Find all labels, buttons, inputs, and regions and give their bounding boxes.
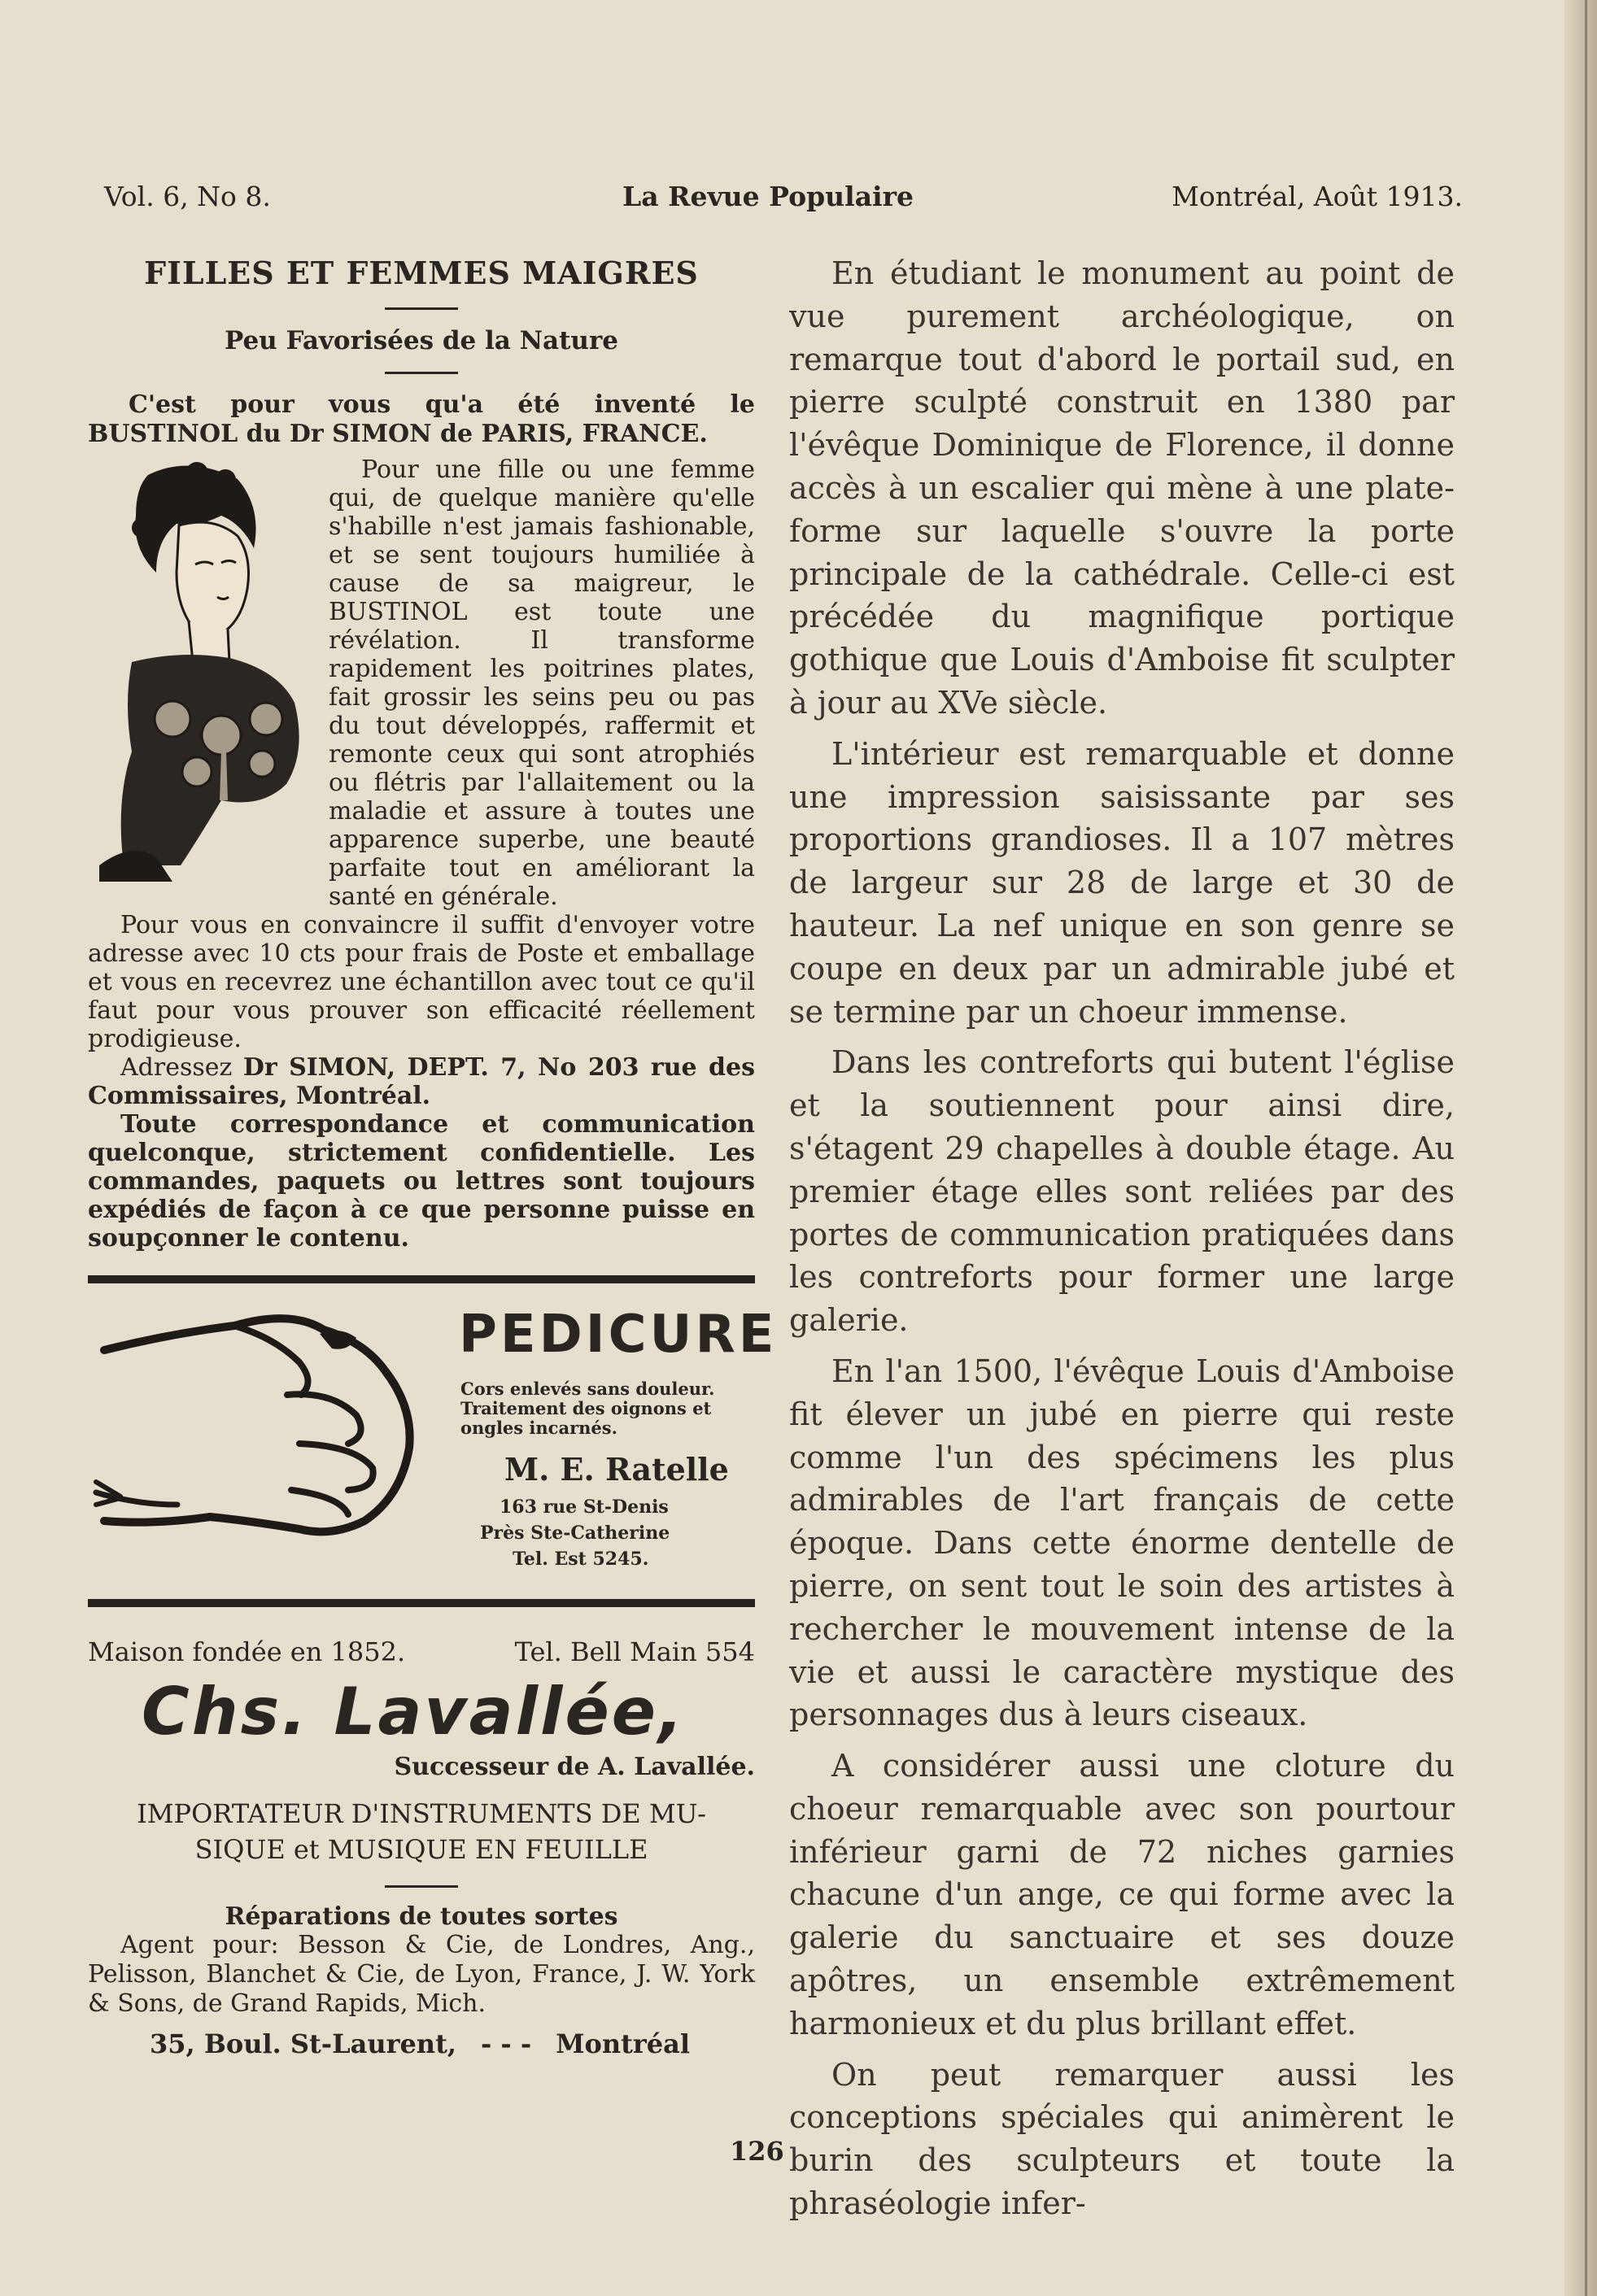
lavallee-importer-line1: IMPORTATEUR D'INSTRUMENTS DE MU- [137, 1798, 706, 1829]
article-paragraph: A considérer aussi une cloture du choeur remarquable avec son pourtour inférieur garni de 72 niches garnies chacune d'un ange, ce qui forme avec la galerie du sanctuaire et ses douze apôtres, un ensemble extrêmement harmonieux et du plus brillant effet. [789, 1748, 1455, 2041]
divider [385, 307, 458, 310]
pedicure-street: 163 rue St-Denis [500, 1497, 669, 1518]
address-text: Dr SIMON, DEPT. 7, No 203 rue des Commissaires, Montréal. [88, 1053, 755, 1110]
pedicure-near: Près Ste-Catherine [480, 1523, 670, 1544]
article-paragraph: En l'an 1500, l'évêque Louis d'Amboise fit élever un jubé en pierre qui reste comme l'un des spécimens les plus admirables de l'art français de cette époque. Dans cette énorme dentelle de pierre, on sent tout le soin des artistes à rechercher le mouvement intense de la vie et aussi le caractère mystique des personnages dus à leurs ciseaux. [789, 1353, 1455, 1733]
divider [385, 1885, 458, 1888]
lavallee-repairs: Réparations de toutes sortes [225, 1902, 618, 1931]
pedicure-services: Cors enlevés sans douleur. Traitement des oignons et ongles incarnés. [460, 1379, 715, 1438]
lavallee-importer [88, 1796, 755, 1867]
bustinol-ad-confidential: Toute correspondance et communication quelconque, strictement confidentielle. Les commandes, paquets ou lettres sont toujours expédiés de façon à ce que personne puisse en soupçonner le contenu. [88, 1110, 755, 1253]
header-volume: Vol. 6, No 8. [104, 181, 271, 212]
pedicure-practitioner: M. E. Ratelle [504, 1451, 729, 1488]
header-publication: La Revue Populaire [622, 181, 914, 212]
article-paragraph: L'intérieur est remarquable et donne une impression saisissante par ses proportions grandioses. Il a 107 mètres de largeur sur 28 de large et 30 de hauteur. La nef unique en son genre se coupe en deux par un admirable jubé et se termine par un choeur immense. [789, 735, 1455, 1030]
bustinol-ad-intro: C'est pour vous qu'a été inventé le BUSTINOL du Dr SIMON de PARIS, FRANCE. [88, 390, 755, 448]
ad-separator [88, 1599, 755, 1607]
article-paragraph: Dans les contreforts qui butent l'église et la soutiennent pour ainsi dire, s'étagent 29 chapelles à double étage. Au premier étage elles sont reliées par des portes de communication pratiquées dans les contreforts pour former une large galerie. [789, 1044, 1455, 1339]
lavallee-dashes: - - - [480, 2028, 532, 2059]
woman-illustration [99, 459, 321, 882]
bustinol-ad-address [88, 1053, 755, 1110]
lavallee-ad [88, 1636, 755, 2059]
article-paragraph: En étudiant le monument au point de vue purement archéologique, on remarque tout d'abord le portail sud, en pierre sculpté construit en 1380 par l'évêque Dominique de Florence, il donne accès à un escalier qui mène à une plate-forme sur laquelle s'ouvre la porte principale de la cathédrale. Celle-ci est précédée du magnifique portique gothique que Louis d'Amboise fit sculpter à jour au XVe siècle. [789, 255, 1455, 721]
article-column [789, 252, 1455, 2233]
lavallee-address: 35, Boul. St-Laurent, [150, 2028, 456, 2059]
pedicure-ad [88, 1283, 778, 1592]
lavallee-city: Montréal [556, 2028, 690, 2059]
lavallee-agents: Agent pour: Besson & Cie, de Londres, Ang., Pelisson, Blanchet & Cie, de Lyon, France, J. W. York & Sons, de Grand Rapids, Mich. [88, 1931, 755, 2018]
bustinol-ad-body-1: Pour une fille ou une femme qui, de quelque manière qu'elle s'habille n'est jamais fashionable, et se sent toujours humiliée à cause de sa maigreur, le BUSTINOL est toute une révélation. Il transforme rapidement les poitrines plates, fait grossir les seins peu ou pas du tout développés, raffermit et remonte ceux qui sont atrophiés ou flétris par l'allaitement ou la maladie et assure à toutes une apparence superbe, une beauté parfaite tout en améliorant la santé en générale. [329, 455, 755, 911]
lavallee-tel: Tel. Bell Main 554 [514, 1636, 755, 1667]
bustinol-ad-body-2: Pour vous en convaincre il suffit d'envoyer votre adresse avec 10 cts pour frais de Poste et emballage et vous en recevrez une échantillon avec tout ce qu'il faut pour vous prouver son efficacité réellement prodigieuse. [88, 911, 755, 1053]
lavallee-name: Chs. Lavallée, [142, 1674, 686, 1749]
page-binding-shadow [1564, 0, 1597, 2296]
page-number: 126 [730, 2136, 784, 2167]
bustinol-ad [88, 255, 755, 1253]
bustinol-ad-subtitle: Peu Favorisées de la Nature [224, 326, 619, 355]
ad-separator [88, 1275, 755, 1283]
left-column-ads [88, 248, 778, 2059]
page-edge-line [1585, 0, 1587, 2296]
header-place-date: Montréal, Août 1913. [1172, 181, 1463, 212]
pedicure-tel: Tel. Est 5245. [513, 1549, 649, 1570]
article-paragraph: On peut remarquer aussi les conceptions spéciales qui animèrent le burin des sculpteurs et toute la phraséologie infer- [789, 2056, 1455, 2222]
pedicure-title: PEDICURE [459, 1305, 778, 1365]
address-prefix: Adressez [120, 1053, 233, 1082]
lavallee-importer-line2: SIQUE et MUSIQUE EN FEUILLE [194, 1834, 648, 1865]
page-header [104, 181, 1463, 221]
lavallee-founded: Maison fondée en 1852. [88, 1636, 406, 1667]
divider [385, 372, 458, 374]
lavallee-successor: Successeur de A. Lavallée. [394, 1753, 755, 1781]
bustinol-ad-title: FILLES ET FEMMES MAIGRES [144, 255, 699, 291]
hand-illustration [88, 1301, 446, 1545]
